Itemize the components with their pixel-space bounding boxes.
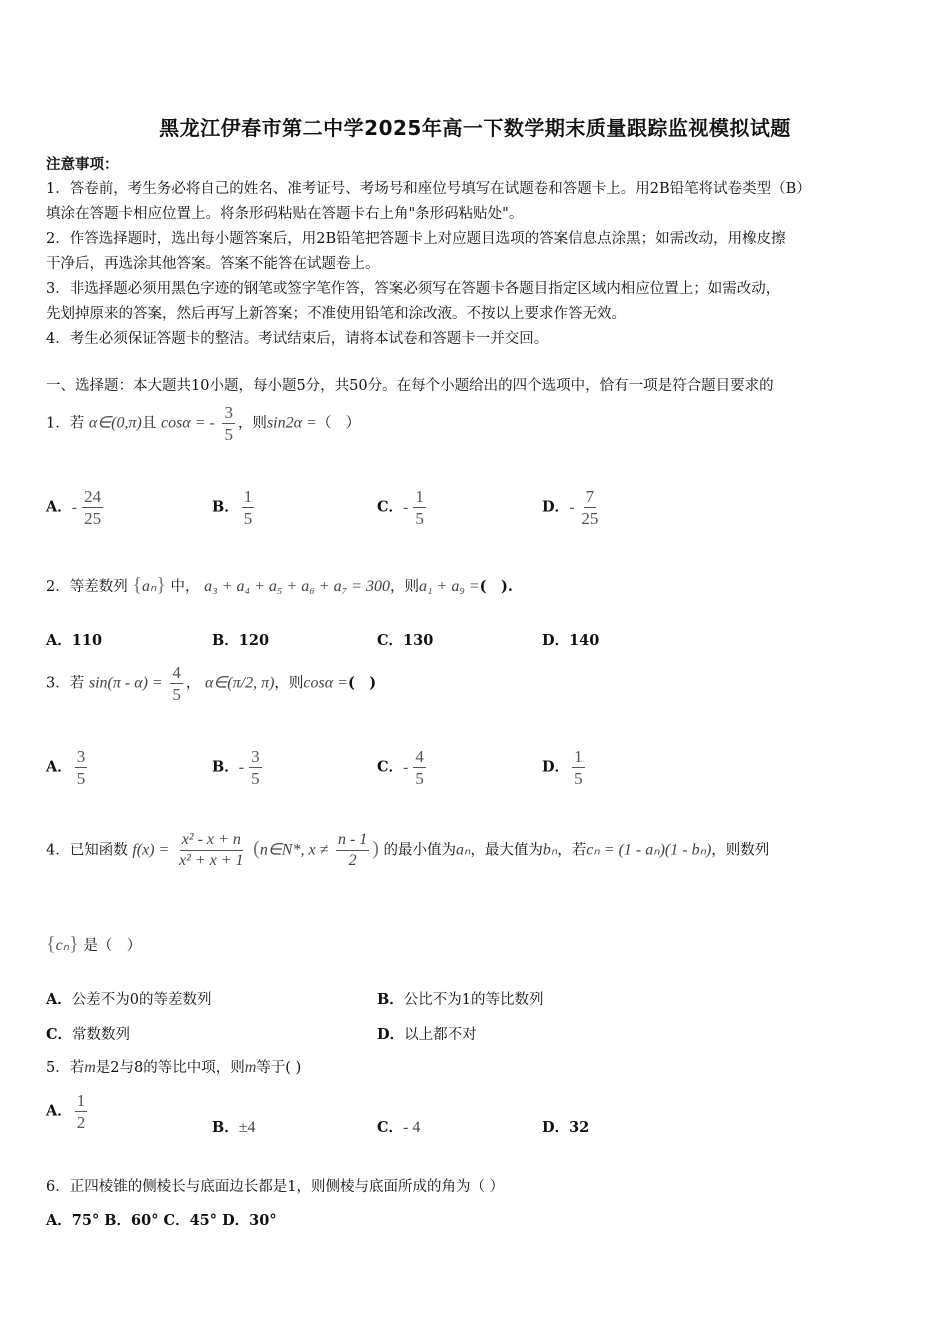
question-6 [46,1175,504,1196]
option-value: 30° [249,1212,277,1229]
question-number: 1． [46,415,70,432]
question-text: 若 [69,675,85,692]
math-ask: a₁ + a₉ = [418,578,480,595]
answer-paren: ( ) [347,674,377,692]
frac-num: 1 [574,747,583,766]
option-label: A． [46,1102,72,1120]
option-value: 60° [131,1212,159,1229]
fraction [336,832,369,869]
math-cn-definition: cₙ = (1 - aₙ)(1 - bₙ) [586,841,712,859]
frac-den: 5 [415,509,424,528]
q5-option-a [46,1092,90,1131]
question-text: 是（ ） [83,938,142,954]
option-label: B． [212,498,239,516]
option-value: 130 [403,632,434,649]
q1-option-a [46,488,106,527]
fraction [75,1092,88,1131]
frac-den: 25 [84,509,102,528]
math-domain: n∈N*, x ≠ [259,841,329,859]
fraction [177,832,246,869]
math-cn: cₙ [55,937,70,954]
fraction [75,748,88,787]
math-cos: cosα = - [160,414,215,432]
math-range: α∈(π/2, π) [204,674,275,692]
question-number: 2． [46,579,70,595]
math-condition: sin(π - α) = [88,674,163,692]
question-text: ，则数列 [711,842,770,859]
option-value: 32 [569,1119,590,1136]
fraction [413,488,426,527]
q5-option-d [542,1116,589,1137]
option-label: A． [46,991,72,1008]
question-text: 且 [141,415,157,432]
frac-den: 5 [251,769,260,788]
option-label: D． [542,1119,570,1136]
option-sign: - [71,498,78,516]
question-1 [46,404,360,443]
question-number: 4． [46,842,70,859]
math-bn: bₙ [542,841,558,859]
brace-right: } [69,933,79,955]
frac-num: 4 [415,747,424,766]
fraction [222,404,235,443]
fraction [249,748,262,787]
q5-option-b [212,1116,256,1137]
q2-option-d [542,629,599,650]
frac-num: 1 [415,487,424,506]
question-text: 的最小值为 [383,842,457,859]
frac-num: x² - x + n [180,832,243,851]
frac-num: 4 [172,663,181,682]
q4-option-d [377,1023,477,1044]
option-value: 公比不为1的等比数列 [403,992,544,1008]
notice-line: 干净后，再选涂其他答案。答案不能答在试题卷上。 [46,256,380,272]
brace-left: { [132,574,142,596]
question-text: 正四棱锥的侧棱长与底面边长都是1，则侧棱与底面所成的角为（ ） [69,1179,505,1195]
question-text: 已知函数 [69,842,128,859]
frac-num: 7 [585,487,595,506]
option-value: 常数数列 [72,1027,131,1043]
question-4 [46,832,769,869]
fraction [572,748,585,787]
math-an: aₙ [456,841,471,859]
q4-option-a [46,988,212,1009]
option-label: C． [377,498,404,516]
frac-den: 5 [76,769,86,788]
math-m: m [84,1059,96,1076]
frac-den: 2 [348,852,357,869]
math-condition: α∈(0,π) [88,414,142,432]
option-label: B． [377,991,404,1008]
frac-den: 5 [574,769,583,788]
option-value: - 4 [403,1119,421,1136]
option-label: C． [377,758,404,776]
frac-num: 24 [84,487,102,506]
option-label: B． [104,1212,132,1229]
option-label: A． [46,632,72,649]
option-sign: - [238,758,245,776]
question-2 [46,574,513,597]
frac-den: 5 [224,425,233,444]
notice-line: 1．答卷前，考生务必将自己的姓名、准考证号、考场号和座位号填写在试题卷和答题卡上。用2B铅笔将试卷类型（B） [46,181,811,197]
frac-den: 5 [172,685,181,704]
q3-option-c [377,748,429,787]
q2-option-b [212,629,269,650]
notice-block [46,152,906,352]
option-label: A． [46,1212,72,1229]
q5-option-c [377,1116,420,1137]
section-heading: 一、选择题：本大题共10小题，每小题5分，共50分。在每个小题给出的四个选项中，恰有一项是符合题目要求的 [46,378,774,394]
option-label: A． [46,758,72,776]
option-label: B． [212,632,239,649]
fraction [82,488,103,527]
frac-num: 3 [224,403,233,422]
option-label: C． [377,1119,404,1136]
q4-option-b [377,988,544,1009]
question-4-continued [46,933,141,956]
frac-num: 3 [251,747,260,766]
math-sequence: aₙ [141,578,157,595]
math-ask: cosα = [303,674,348,692]
option-label: C． [46,1026,73,1043]
frac-num: 1 [76,1091,86,1110]
frac-den: 5 [415,769,424,788]
option-label: B． [212,758,239,776]
question-text: 若 [69,1060,85,1076]
option-value: 公差不为0的等差数列 [71,992,212,1008]
option-sign: - [403,498,409,516]
option-value: 110 [71,632,103,649]
math-function: f(x) = [132,841,170,859]
option-sign: - [403,758,409,776]
option-label: D． [542,498,570,516]
question-text: 若 [69,415,85,432]
question-text: 中， [170,579,200,595]
q1-option-c [377,488,429,527]
option-label: D． [222,1212,250,1229]
fraction [579,488,600,527]
q3-option-b [212,748,265,787]
option-label: A． [46,498,72,516]
question-text: 是2与8的等比中项，则 [95,1060,245,1076]
option-value: 140 [569,632,600,649]
math-condition: a₃ + a₄ + a₅ + a₆ + a₇ = 300 [204,578,390,595]
question-5 [46,1056,301,1077]
notice-heading: 注意事项： [46,156,119,173]
option-label: D． [377,1026,405,1043]
question-text: ，若 [557,842,587,859]
question-3: 3．若 sin(π - α) = $\frac{4}{5}$ ， α∈(π/2, π)，则cosα =( ) [46,663,377,704]
paren-right: ) [372,837,379,860]
fraction [413,748,426,787]
question-text: 等于( ) [256,1060,302,1076]
question-number: 5． [46,1060,70,1076]
question-text: ，则 [274,675,304,692]
paren-left: ( [253,837,260,860]
notice-line: 填涂在答题卡相应位置上。将条形码粘贴在答题卡右上角"条形码粘贴处"。 [46,206,524,222]
question-text: 等差数列 [69,579,128,595]
question-number: 3． [46,675,70,692]
option-label: C． [377,632,404,649]
notice-line: 4．考生必须保证答题卡的整洁。考试结束后，请将本试卷和答题卡一并交回。 [46,331,549,347]
option-label: C． [163,1212,190,1229]
option-value: 120 [238,632,270,649]
q6-options [46,1209,277,1230]
frac-num: n - 1 [336,832,369,851]
option-label: B． [212,1119,239,1136]
frac-den: 25 [581,509,599,528]
brace-right: } [156,574,166,596]
q2-option-a [46,629,102,650]
q4-option-c [46,1023,130,1044]
question-number: 6． [46,1179,70,1195]
fraction [170,664,183,703]
frac-num: 1 [243,487,253,506]
frac-den: 5 [243,509,253,528]
question-text: ，则 [237,415,267,432]
option-value: 以上都不对 [404,1027,477,1043]
option-value: 75° [71,1212,100,1229]
page-title: 黑龙江伊春市第二中学2025年高一下数学期末质量跟踪监视模拟试题 [159,116,791,140]
q2-option-c [377,629,433,650]
notice-line: 3．非选择题必须用黑色字迹的钢笔或签字笔作答，答案必须写在答题卡各题目指定区域内相应位置上；如需改动， [46,281,781,297]
option-sign: - [569,498,575,516]
brace-left: { [46,933,56,955]
frac-den: x² + x + 1 [178,852,244,869]
q3-option-a [46,748,90,787]
answer-paren: ( ). [479,578,513,595]
q1-option-d [542,488,603,527]
notice-line: 先划掉原来的答案，然后再写上新答案；不准使用铅笔和涂改液。不按以上要求作答无效。 [46,306,626,322]
option-label: D． [542,632,570,649]
option-value: 45° [189,1212,218,1229]
math-ask: sin2α = [266,414,317,432]
notice-line: 2．作答选择题时，选出每小题答案后，用2B铅笔把答题卡上对应题目选项的答案信息点涂黑；如需改动，用橡皮擦 [46,231,786,247]
frac-num: 3 [76,747,86,766]
frac-den: 2 [76,1113,86,1132]
question-text: ，最大值为 [470,842,543,859]
question-text: ，则 [389,579,419,595]
answer-paren: （ ） [316,415,361,432]
fraction [242,488,255,527]
math-m: m [244,1059,257,1076]
q1-option-b [212,488,257,527]
option-label: D． [542,758,570,776]
q3-option-d [542,748,588,787]
option-value: ±4 [238,1119,256,1136]
